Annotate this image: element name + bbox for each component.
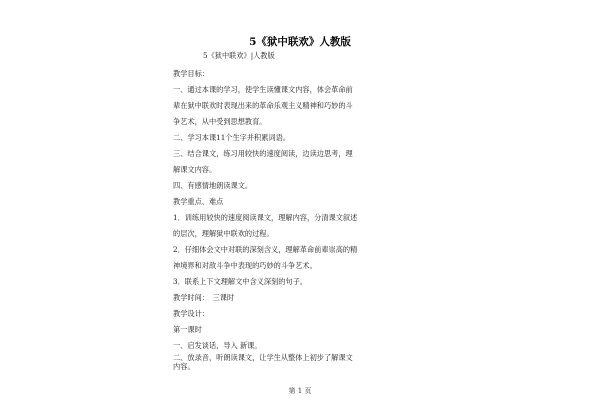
text-line: 第一课时: [173, 325, 202, 334]
text-line: 2．仔细体会文中对联的深刻含义，理解革命前辈崇高的精: [173, 245, 358, 254]
text-line: 教学重点、难点: [173, 197, 224, 206]
document-title: 5《狱中联欢》人教版: [249, 36, 351, 48]
text-line: 3．联系上下文理解文中含义深刻的句子。: [173, 277, 307, 286]
text-line: 解课文内容。: [173, 165, 217, 174]
text-line: 内容。: [173, 362, 195, 371]
text-line: 一、通过本课的学习，使学生读懂课文内容，体会革命前: [173, 85, 353, 94]
document-subtitle: 5《狱中联欢》|人教版: [203, 51, 275, 60]
text-line: 神境界和对敌斗争中表现的巧妙的斗争艺术。: [173, 261, 317, 270]
page-number: 第 1 页: [288, 387, 312, 395]
text-line: 教学时间： 三课时: [173, 293, 235, 302]
text-line: 1．训练用较快的速度阅读课文，理解内容，分清课文叙述: [173, 213, 358, 222]
text-line: 一、启发谈话，导入 新课。: [173, 341, 262, 350]
text-line: 的层次，理解狱中联欢的过程。: [173, 229, 274, 238]
text-line: 二、放录音，听朗读课文，让学生从整体上初步了解课文: [173, 353, 353, 362]
text-line: 争艺术，从中受到思想教育。: [173, 117, 267, 126]
text-line: 二、学习本课11个生字并积累词语。: [173, 133, 290, 142]
text-line: 教学目标：: [173, 69, 209, 78]
text-line: 三、结合课文，练习用较快的速度阅读，边读边思考，理: [173, 149, 353, 158]
text-line: 教学设计：: [173, 309, 209, 318]
text-line: 四、有感情地朗读课文。: [173, 181, 253, 190]
text-line: 辈在狱中联欢时表现出来的革命乐观主义精神和巧妙的斗: [173, 101, 353, 110]
